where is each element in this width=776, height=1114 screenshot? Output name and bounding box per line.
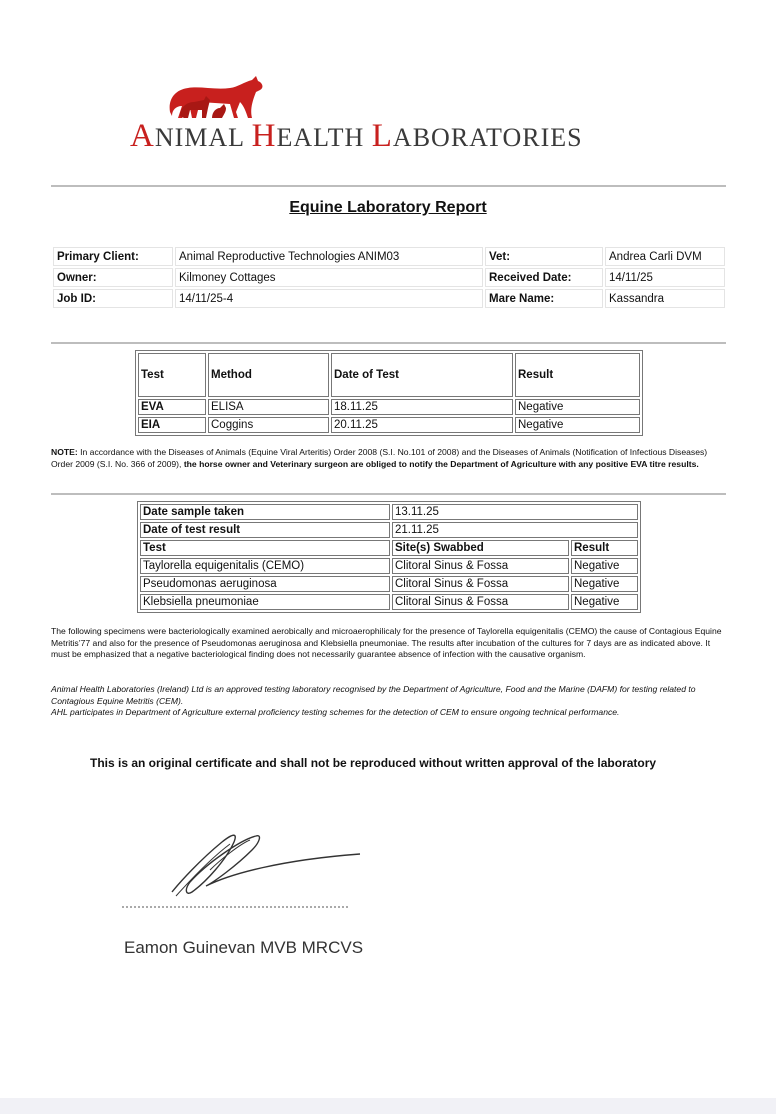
vet-label: Vet: xyxy=(485,247,603,266)
page-bottom-edge xyxy=(0,1098,776,1114)
approval-line: Animal Health Laboratories (Ireland) Ltd is an approved testing laboratory recognised by the Department of Agriculture, Food and the Marine (DAFM) for testing related to Contagious Equine Metritis (CEM). xyxy=(51,684,696,706)
brand-letter-a: A xyxy=(130,118,155,154)
client-info-table xyxy=(51,245,727,310)
header-method: Method xyxy=(208,353,329,397)
primary-client-label: Primary Client: xyxy=(53,247,173,266)
organism-name: Klebsiella pneumoniae xyxy=(140,594,390,610)
test-name: EVA xyxy=(138,399,206,415)
test-result: Negative xyxy=(515,417,640,433)
header-sites-swabbed: Site(s) Swabbed xyxy=(392,540,569,556)
test-method: ELISA xyxy=(208,399,329,415)
table-header-row xyxy=(140,540,638,556)
site-swabbed: Clitoral Sinus & Fossa xyxy=(392,576,569,592)
table-row xyxy=(140,576,638,592)
serology-tests-table xyxy=(135,350,643,436)
table-row xyxy=(140,594,638,610)
header-test: Test xyxy=(140,540,390,556)
header-divider xyxy=(51,185,726,187)
job-id-value: 14/11/25-4 xyxy=(175,289,483,308)
methodology-paragraph: The following specimens were bacteriologically examined aerobically and microaerophilicaly for the presence of Taylorella equigenitalis (CEMO) the cause of Contagious Equine Metritis’77 and also for the presence of Pseudomonas aeruginosa and Klebsiella pneumoniae. The results after incubation of the cultures for 7 days are as indicated above. It must be emphasized that a negative bacteriological finding does not necessarily guarantee absence of infection with the causative organism. xyxy=(51,626,722,659)
received-date-label: Received Date: xyxy=(485,268,603,287)
table-row xyxy=(138,399,640,415)
test-method: Coggins xyxy=(208,417,329,433)
client-row xyxy=(53,289,725,308)
owner-value: Kilmoney Cottages xyxy=(175,268,483,287)
primary-client-value: Animal Reproductive Technologies ANIM03 xyxy=(175,247,483,266)
received-date-value: 14/11/25 xyxy=(605,268,725,287)
site-swabbed: Clitoral Sinus & Fossa xyxy=(392,558,569,574)
mare-name-label: Mare Name: xyxy=(485,289,603,308)
client-row xyxy=(53,268,725,287)
mare-name-value: Kassandra xyxy=(605,289,725,308)
table-row xyxy=(140,522,638,538)
organism-result: Negative xyxy=(571,594,638,610)
test-date: 18.11.25 xyxy=(331,399,513,415)
note-text: In accordance with the Diseases of Animals (Equine Viral Arteritis) Order 2008 (S.I. No.101 of 2008) and the Diseases of Animals (Notification of Infectious Diseases) Order 2009 (S.I. No. 366 of 2009), xyxy=(51,447,708,469)
site-swabbed: Clitoral Sinus & Fossa xyxy=(392,594,569,610)
approval-line: AHL participates in Department of Agriculture external proficiency testing schemes for the detection of CEM to ensure ongoing technical performance. xyxy=(51,707,620,717)
section-divider xyxy=(51,342,726,344)
header-result: Result xyxy=(515,353,640,397)
date-test-result-label: Date of test result xyxy=(140,522,390,538)
laboratory-name xyxy=(130,118,650,155)
organism-name: Pseudomonas aeruginosa xyxy=(140,576,390,592)
header-date-of-test: Date of Test xyxy=(331,353,513,397)
original-certificate-notice: This is an original certificate and shall not be reproduced without written approval of the laboratory xyxy=(90,756,657,770)
brand-letter-l: L xyxy=(371,118,393,154)
brand-ealth: EALTH xyxy=(276,123,372,152)
owner-label: Owner: xyxy=(53,268,173,287)
client-row xyxy=(53,247,725,266)
table-row xyxy=(138,417,640,433)
approval-statement xyxy=(51,684,731,719)
table-header-row xyxy=(138,353,640,397)
animals-logo xyxy=(160,72,270,122)
section-divider xyxy=(51,493,726,495)
organism-name: Taylorella equigenitalis (CEMO) xyxy=(140,558,390,574)
date-sample-taken-value: 13.11.25 xyxy=(392,504,638,520)
vet-value: Andrea Carli DVM xyxy=(605,247,725,266)
header-result: Result xyxy=(571,540,638,556)
table-row xyxy=(140,504,638,520)
table-row xyxy=(140,558,638,574)
note-bold-text: the horse owner and Veterinary surgeon are obliged to notify the Department of Agriculture with any positive EVA titre results. xyxy=(183,458,699,469)
test-name: EIA xyxy=(138,417,206,433)
signature-image xyxy=(110,820,370,920)
organism-result: Negative xyxy=(571,576,638,592)
report-title: Equine Laboratory Report xyxy=(289,199,487,216)
eva-notice xyxy=(51,447,731,470)
signatory-name: Eamon Guinevan MVB MRCVS xyxy=(124,938,364,957)
job-id-label: Job ID: xyxy=(53,289,173,308)
test-result: Negative xyxy=(515,399,640,415)
date-test-result-value: 21.11.25 xyxy=(392,522,638,538)
header-test: Test xyxy=(138,353,206,397)
brand-letter-h: H xyxy=(251,118,277,154)
organism-result: Negative xyxy=(571,558,638,574)
note-label: NOTE: xyxy=(51,447,78,457)
test-date: 20.11.25 xyxy=(331,417,513,433)
date-sample-taken-label: Date sample taken xyxy=(140,504,390,520)
brand-aboratories: ABORATORIES xyxy=(392,123,583,152)
brand-nimal: NIMAL xyxy=(154,123,252,152)
cem-tests-table xyxy=(137,501,641,613)
